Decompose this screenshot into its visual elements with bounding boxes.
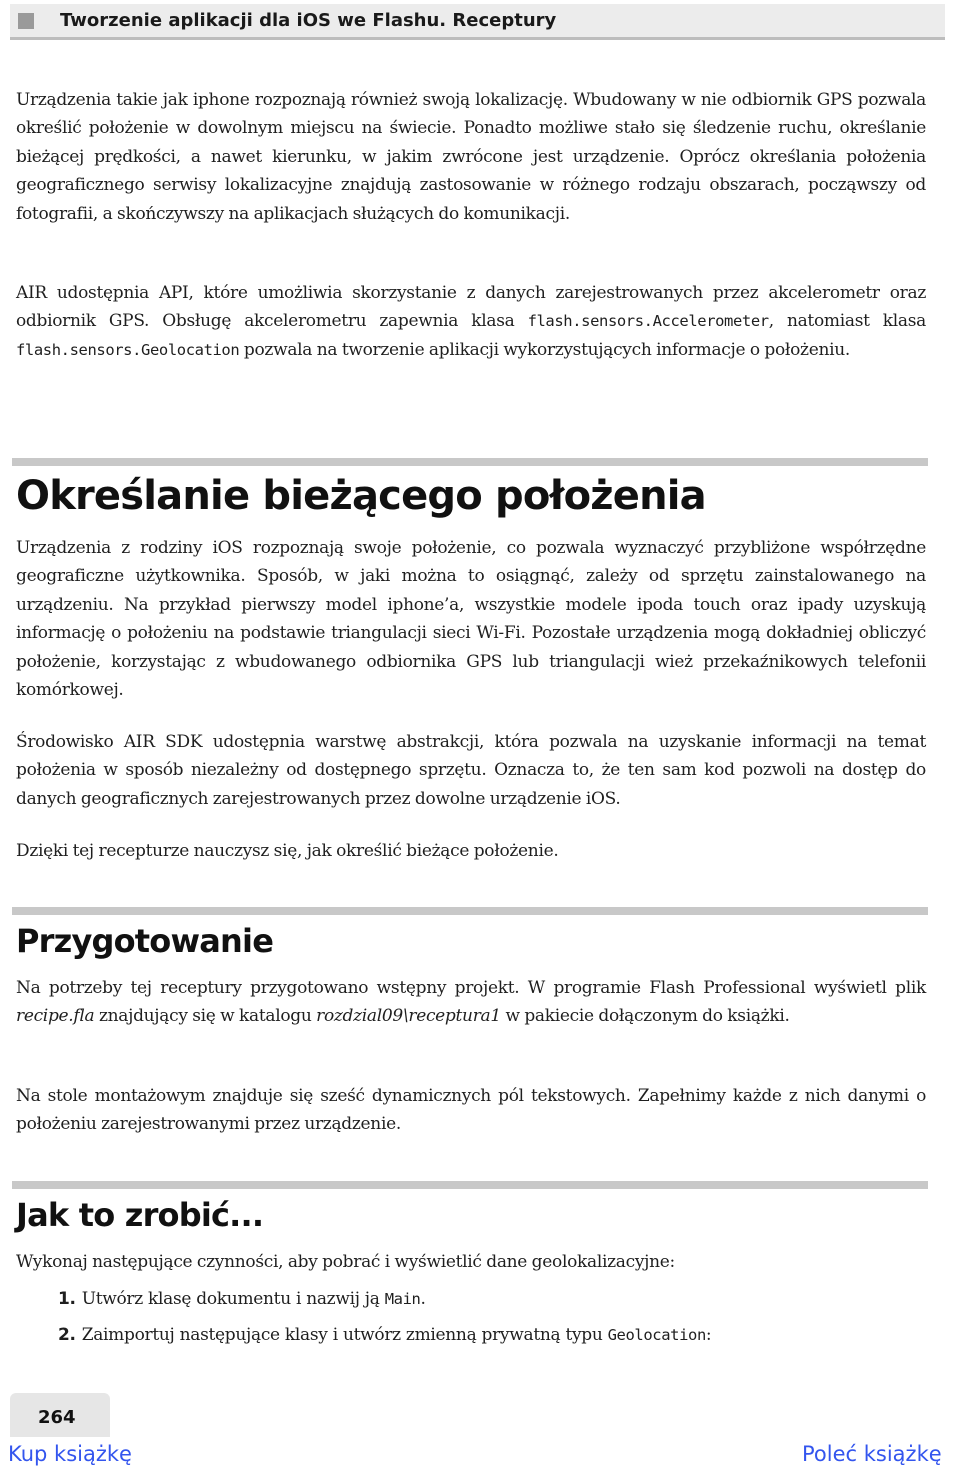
intro-paragraph-1: Urządzenia takie jak iphone rozpoznają również swoją lokalizację. Wbudowany w nie odbiornik GPS pozwala określić położenie w dowolnym miejscu na świecie. Ponadto możliwe stało się śledzenie ruchu, określanie bieżącej prędkości, a nawet kierunku, w jakim zwrócone jest urządzenie. Oprócz określania położenia geograficznego serwisy lokalizacyjne znajdują zastosowanie w różnego rodzaju obszarach, począwszy od fotografii, a skończywszy na aplikacjach służących do komunikacji. [16,90,926,224]
step-number: 2. [58,1325,76,1345]
page-number: 264 [38,1407,76,1428]
section2-p1-text-a: Na potrzeby tej receptury przygotowano wstępny projekt. W programie Flash Professional wyświetl plik [16,978,926,998]
step-text: Zaimportuj następujące klasy i utwórz zmienną prywatną typu [81,1325,608,1345]
section-divider-3 [12,1181,928,1189]
step-code: Geolocation [607,1326,706,1344]
buy-book-link[interactable]: Kup książkę [8,1442,132,1466]
section-divider-2 [12,907,928,915]
header-marker [18,13,34,29]
section-heading-how-to: Jak to zrobić... [16,1196,264,1234]
steps-list [58,1285,711,1349]
section1-paragraph-2: Środowisko AIR SDK udostępnia warstwę abstrakcji, która pozwala na uzyskanie informacji na temat położenia w sposób niezależny od dostępnego sprzętu. Oznacza to, że ten sam kod pozwoli na dostęp do danych geograficznych zarejestrowanych przez dowolne urządzenie iOS. [16,732,926,809]
page-header [10,4,945,40]
step-end: . [420,1289,426,1309]
section2-p1-text-c: w pakiecie dołączonym do książki. [500,1006,790,1027]
section3-paragraph-1: Wykonaj następujące czynności, aby pobrać i wyświetlić dane geolokalizacyjne: [16,1252,675,1272]
section1-paragraph-1: Urządzenia z rodziny iOS rozpoznają swoje położenie, co pozwala wyznaczyć przybliżone współrzędne geograficzne użytkownika. Sposób, w jaki można to osiągnąć, zależy od sprzętu zainstalowanego na urządzeniu. Na przykład pierwszy model iphone’a, wszystkie modele ipoda touch oraz ipady uzyskują informację o położeniu na podstawie triangulacji sieci Wi-Fi. Pozostałe urządzenia mogą dokładniej obliczyć położenie, korzystając z wbudowanego odbiornika GPS lub triangulacji wież przekaźnikowych telefonii komórkowej. [16,538,926,701]
step-number: 1. [58,1289,76,1309]
running-title: Tworzenie aplikacji dla iOS we Flashu. Receptury [60,10,557,31]
step-end: : [705,1325,712,1345]
list-item [58,1285,711,1313]
section2-paragraph-1 [16,974,926,1031]
section1-paragraph-3: Dzięki tej recepturze nauczysz się, jak określić bieżące położenie. [16,841,559,861]
list-item [58,1321,711,1349]
section-heading-preparation: Przygotowanie [16,922,274,960]
intro-p2-text-a: AIR udostępnia API, które umożliwia skorzystanie z danych zarejestrowanych przez akcelerometr oraz odbiornik GPS. Obsługę akcelerometru zapewnia klasa [16,283,926,332]
intro-paragraph-2 [16,279,926,364]
step-text: Utwórz klasę dokumentu i nazwij ją [81,1289,385,1309]
recipe-directory: rozdzial09\receptura1 [316,1006,501,1027]
accelerometer-class: flash.sensors.Accelerometer [527,312,769,331]
page-number-box [10,1393,110,1437]
section-divider-1 [12,458,928,466]
intro-p2-text-c: pozwala na tworzenie aplikacji wykorzystujących informacje o położeniu. [239,339,850,360]
section2-p1-text-b: znajdujący się w katalogu [94,1006,317,1027]
section-heading-current-location: Określanie bieżącego położenia [16,473,706,519]
geolocation-class: flash.sensors.Geolocation [16,340,240,359]
step-code: Main [384,1290,421,1308]
recommend-book-link[interactable]: Poleć książkę [802,1442,942,1466]
recipe-file-name: recipe.fla [16,1006,95,1027]
section2-paragraph-2: Na stole montażowym znajduje się sześć dynamicznych pól tekstowych. Zapełnimy każde z nich danymi o położeniu zarejestrowanymi przez urządzenie. [16,1086,926,1135]
intro-p2-text-b: , natomiast klasa [768,311,926,332]
